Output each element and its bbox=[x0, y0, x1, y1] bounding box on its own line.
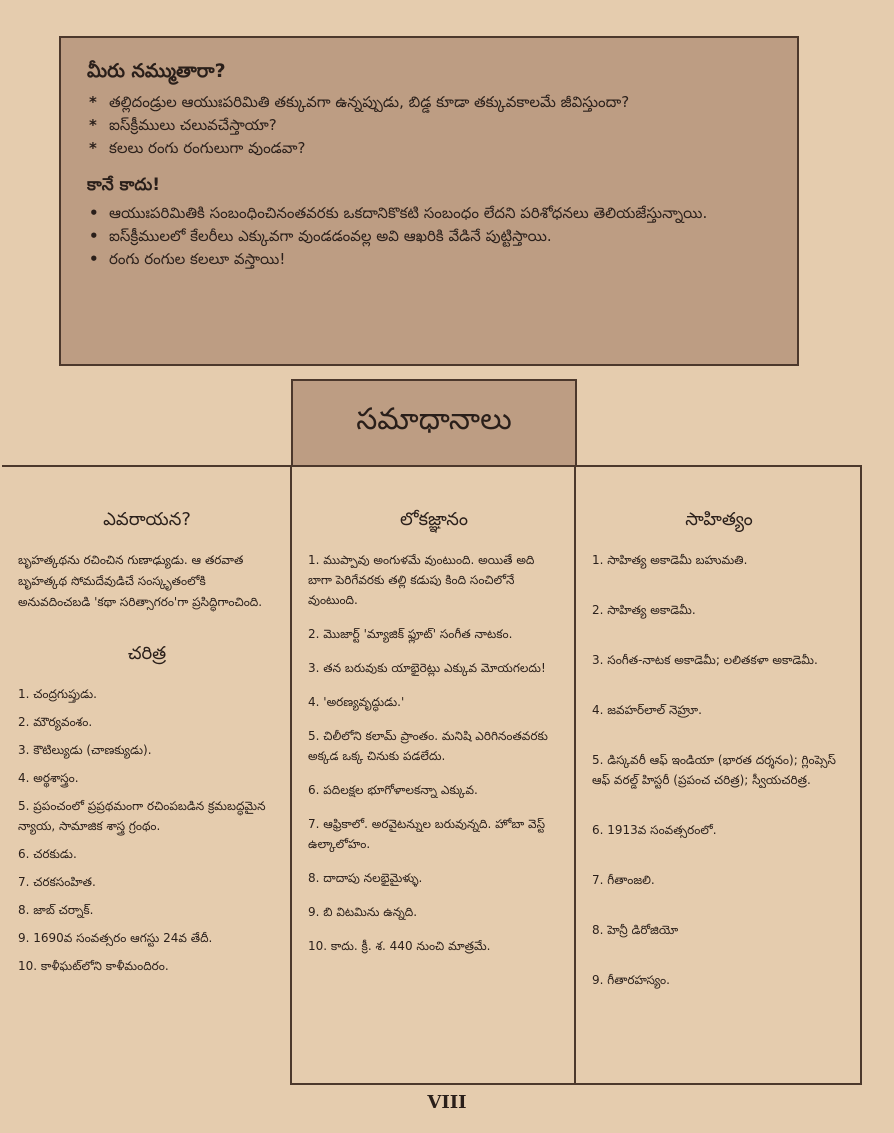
list-item: 6. చరకుడు. bbox=[18, 847, 77, 861]
column-heading: సాహిత్యం bbox=[685, 509, 753, 530]
list-item: 3. సంగీత-నాటక అకాడెమీ; లలితకళా అకాడెమీ. bbox=[592, 653, 818, 667]
question-list bbox=[87, 92, 771, 159]
list-item: 5. చిలీలోని కలామ్ ప్రాంతం. మనిషి ఎరిగినంతవరకు అక్కడ ఒక్క చినుకు పడలేదు. bbox=[308, 729, 548, 763]
list-item: 6. పదిలక్షల భూగోళాలకన్నా ఎక్కువ. bbox=[308, 783, 478, 797]
list-item: 2. మొజార్ట్ 'మ్యాజిక్ ఫ్లూట్' సంగీత నాటకం. bbox=[308, 627, 513, 641]
column-who-is-he bbox=[2, 467, 290, 1085]
list-item: 7. ఆఫ్రికాలో. అరవైటన్నుల బరువున్నది. హోబా వెస్ట్ ఉల్కాలోహం. bbox=[308, 817, 546, 851]
list-item: 7. గీతాంజలి. bbox=[592, 873, 655, 887]
answer-item: • ఐస్‌క్రీములలో కేలరీలు ఎక్కువగా వుండడంవల్ల అవి ఆఖరికి వేడినే పుట్టిస్తాయి. bbox=[89, 227, 552, 245]
question-item: * తల్లిదండ్రుల ఆయుఃపరిమితి తక్కువగా ఉన్నప్పుడు, బిడ్డ కూడా తక్కువకాలమే జీవిస్తుందా? bbox=[89, 93, 630, 111]
column-literature bbox=[576, 467, 862, 1085]
column-heading: ఎవరాయన? bbox=[103, 509, 191, 530]
list-item: 2. మౌర్యవంశం. bbox=[18, 715, 93, 729]
list-item: 3. కౌటిల్యుడు (చాణక్యుడు). bbox=[18, 743, 152, 757]
list-item: 6. 1913వ సంవత్సరంలో. bbox=[592, 823, 717, 837]
list-item: 8. హెన్రీ డిరోజియో bbox=[592, 923, 679, 937]
list-item: 10. కాళీఘట్‌లోని కాళీమందిరం. bbox=[18, 959, 169, 973]
list-item: 3. తన బరువుకు యాభైరెట్లు ఎక్కువ మోయగలదు! bbox=[308, 661, 546, 675]
bullet-icon: • bbox=[89, 204, 99, 222]
list-item: 4. 'అరణ్యవృద్ధుడు.' bbox=[308, 695, 405, 709]
answer-list bbox=[87, 203, 771, 270]
who-is-he-answer: బృహత్కథను రచించిన గుణాఢ్యుడు. ఆ తరవాత బృహత్కథ సోమదేవుడిచే సంస్కృతంలోకి అనువదించబడి 'కథా సరిత్సాగరం'గా ప్రసిద్ధిగాంచింది. bbox=[18, 553, 263, 609]
bullet-icon: • bbox=[89, 227, 99, 245]
question-item: * ఐస్‌క్రీములు చలువచేస్తాయా? bbox=[89, 116, 277, 134]
list-item: 9. గీతారహస్యం. bbox=[592, 973, 670, 987]
column-general-knowledge bbox=[290, 467, 576, 1085]
bullet-icon: • bbox=[89, 250, 99, 268]
list-item: 4. అర్థశాస్త్రం. bbox=[18, 771, 79, 785]
answer-heading: కానే కాదు! bbox=[87, 175, 160, 195]
list-item: 1. ముప్పావు అంగుళమే వుంటుంది. అయితే అది బాగా పెరిగేవరకు తల్లి కడుపు కింది సంచిలోనే వుంటుంది. bbox=[308, 553, 535, 607]
list-item: 2. సాహిత్య అకాడెమీ. bbox=[592, 603, 696, 617]
answer-item: • ఆయుఃపరిమితికి సంబంధించినంతవరకు ఒకదానికొకటి సంబంధం లేదని పరిశోధనలు తెలియజేస్తున్నాయి. bbox=[89, 204, 708, 222]
list-item: 8. జాబ్ చర్నాక్. bbox=[18, 903, 94, 917]
question-item: * కలలు రంగు రంగులుగా వుండవా? bbox=[89, 139, 306, 157]
list-item: 8. దాదాపు నలభైమైళ్ళు. bbox=[308, 871, 423, 885]
asterisk-icon: * bbox=[89, 93, 97, 111]
column-heading: లోకజ్ఞానం bbox=[399, 509, 469, 530]
answers-grid bbox=[2, 465, 862, 1083]
history-heading: చరిత్ర bbox=[127, 643, 167, 664]
literature-answer-list bbox=[592, 550, 846, 990]
asterisk-icon: * bbox=[89, 139, 97, 157]
history-answer-list bbox=[18, 684, 276, 976]
quiz-box bbox=[59, 36, 799, 366]
list-item: 1. సాహిత్య అకాడెమీ బహుమతి. bbox=[592, 553, 748, 567]
list-item: 9. 1690వ సంవత్సరం ఆగస్టు 24వ తేదీ. bbox=[18, 931, 213, 945]
list-item: 7. చరకసంహిత. bbox=[18, 875, 96, 889]
answers-title: సమాధానాలు bbox=[356, 402, 512, 437]
answers-title-box bbox=[291, 379, 577, 467]
answer-item: • రంగు రంగుల కలలూ వస్తాయి! bbox=[89, 250, 286, 268]
list-item: 10. కాదు. క్రీ. శ. 440 నుంచి మాత్రమే. bbox=[308, 939, 491, 953]
list-item: 5. డిస్కవరీ ఆఫ్ ఇండియా (భారత దర్శనం); గ్లింప్సెస్ ఆఫ్ వరల్డ్ హిస్టరీ (ప్రపంచ చరిత్ర); స్వీయచరిత్ర. bbox=[592, 753, 836, 787]
general-knowledge-answer-list bbox=[308, 550, 560, 956]
list-item: 4. జవహర్‌లాల్ నెహ్రూ. bbox=[592, 703, 702, 717]
list-item: 5. ప్రపంచంలో ప్రప్రథమంగా రచింపబడిన క్రమబద్ధమైన న్యాయ, సామాజిక శాస్త్ర గ్రంథం. bbox=[18, 799, 266, 833]
page-number: VIII bbox=[427, 1092, 467, 1113]
list-item: 1. చంద్రగుప్తుడు. bbox=[18, 687, 97, 701]
question-heading: మీరు నమ్ముతారా? bbox=[87, 60, 226, 82]
list-item: 9. బి విటమిను ఉన్నది. bbox=[308, 905, 418, 919]
asterisk-icon: * bbox=[89, 116, 97, 134]
